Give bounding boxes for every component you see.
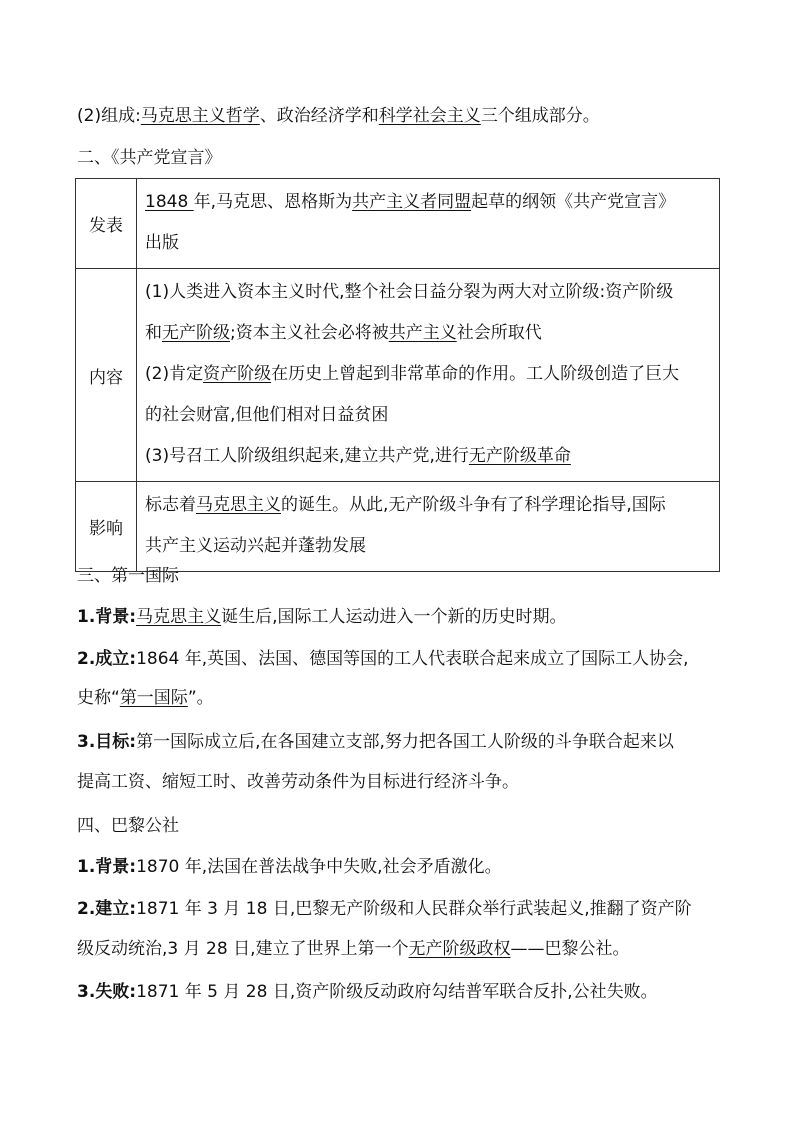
table-row-publish (76, 179, 720, 269)
publish-text-3: 出版 (145, 233, 179, 253)
commune-background-label: 1.背景: (77, 857, 137, 877)
section-heading-first-international: 三、第一国际 (77, 566, 179, 586)
table-row-impact (76, 482, 720, 572)
composition-suffix: 三个组成部分。 (480, 106, 600, 126)
background-text: 诞生后,国际工人运动进入一个新的历史时期。 (221, 607, 567, 627)
marxism-answer-2: 马克思主义 (136, 607, 222, 627)
impact-line-1: 标志着马克思主义的诞生。从此,无产阶级斗争有了科学理论指导,国际 (145, 495, 666, 515)
composition-prefix: (2)组成: (77, 106, 141, 126)
content-point-3: (3)号召工人阶级组织起来,建立共产党,进行无产阶级革命 (145, 446, 571, 466)
communist-league-answer: 共产主义者同盟 (352, 192, 472, 212)
composition-line (77, 104, 727, 128)
table-cell-impact (137, 482, 720, 572)
scientific-socialism-answer: 科学社会主义 (378, 106, 481, 126)
founding-label: 2.成立: (77, 649, 137, 669)
section-heading-paris-commune: 四、巴黎公社 (77, 816, 179, 836)
commune-failure (77, 980, 727, 1004)
publish-year-answer: 1848 (145, 192, 194, 212)
table-header-content: 内容 (76, 269, 137, 482)
failure-label: 3.失败: (77, 982, 137, 1002)
commune-background-text: 1870 年,法国在普法战争中失败,社会矛盾激化。 (136, 857, 502, 877)
content-point-1-line-2: 和无产阶级;资本主义社会必将被共产主义社会所取代 (145, 323, 542, 343)
table-cell-content (137, 269, 720, 482)
table-row-content (76, 269, 720, 482)
manifesto-table (75, 178, 720, 572)
proletarian-regime-answer: 无产阶级政权 (408, 939, 511, 959)
establish-label: 2.建立: (77, 899, 137, 919)
first-international-founding-line-2: 史称“第一国际”。 (77, 688, 214, 708)
bourgeoisie-answer: 资产阶级 (203, 364, 272, 384)
failure-text: 1871 年 5 月 28 日,资产阶级反动政府勾结普军联合反扑,公社失败。 (136, 982, 658, 1002)
commune-establish-line-1 (77, 897, 727, 921)
proletariat-answer: 无产阶级 (162, 323, 230, 343)
content-point-2-line-2: 的社会财富,但他们相对日益贫困 (145, 405, 389, 425)
marxism-answer: 马克思主义 (196, 495, 281, 515)
founding-text: 1864 年,英国、法国、德国等国的工人代表联合起来成立了国际工人协会, (136, 649, 689, 669)
goal-text: 第一国际成立后,在各国建立支部,努力把各国工人阶级的斗争联合起来以 (136, 732, 674, 752)
commune-background (77, 855, 727, 879)
table-cell-publish (137, 179, 720, 269)
table-header-publish: 发表 (76, 179, 137, 269)
publish-text-2: 起草的纲领《共产党宣言》 (471, 192, 676, 212)
marxist-philosophy-answer: 马克思主义哲学 (140, 106, 260, 126)
publish-text: 年,马克思、恩格斯为 (193, 192, 353, 212)
composition-mid: 、政治经济学和 (259, 106, 379, 126)
content-point-1-line-1: (1)人类进入资本主义时代,整个社会日益分裂为两大对立阶级:资产阶级 (145, 282, 674, 302)
first-international-goal-line-2: 提高工资、缩短工时、改善劳动条件为目标进行经济斗争。 (77, 772, 519, 792)
table-header-impact: 影响 (76, 482, 137, 572)
background-label: 1.背景: (77, 607, 137, 627)
content-point-2-line-1: (2)肯定资产阶级在历史上曾起到非常革命的作用。工人阶级创造了巨大 (145, 364, 680, 384)
proletarian-revolution-answer: 无产阶级革命 (468, 446, 571, 466)
first-international-background (77, 605, 727, 629)
section-heading-manifesto: 二、《共产党宣言》 (77, 148, 222, 168)
goal-label: 3.目标: (77, 732, 137, 752)
first-international-founding-line-1 (77, 647, 727, 671)
commune-establish-line-2: 级反动统治,3 月 28 日,建立了世界上第一个无产阶级政权——巴黎公社。 (77, 939, 630, 959)
establish-text: 1871 年 3 月 18 日,巴黎无产阶级和人民群众举行武装起义,推翻了资产阶 (136, 899, 692, 919)
first-international-goal-line-1 (77, 730, 727, 754)
first-international-answer: 第一国际 (119, 688, 188, 708)
communism-answer: 共产主义 (388, 323, 457, 343)
impact-line-2: 共产主义运动兴起并蓬勃发展 (145, 536, 366, 556)
